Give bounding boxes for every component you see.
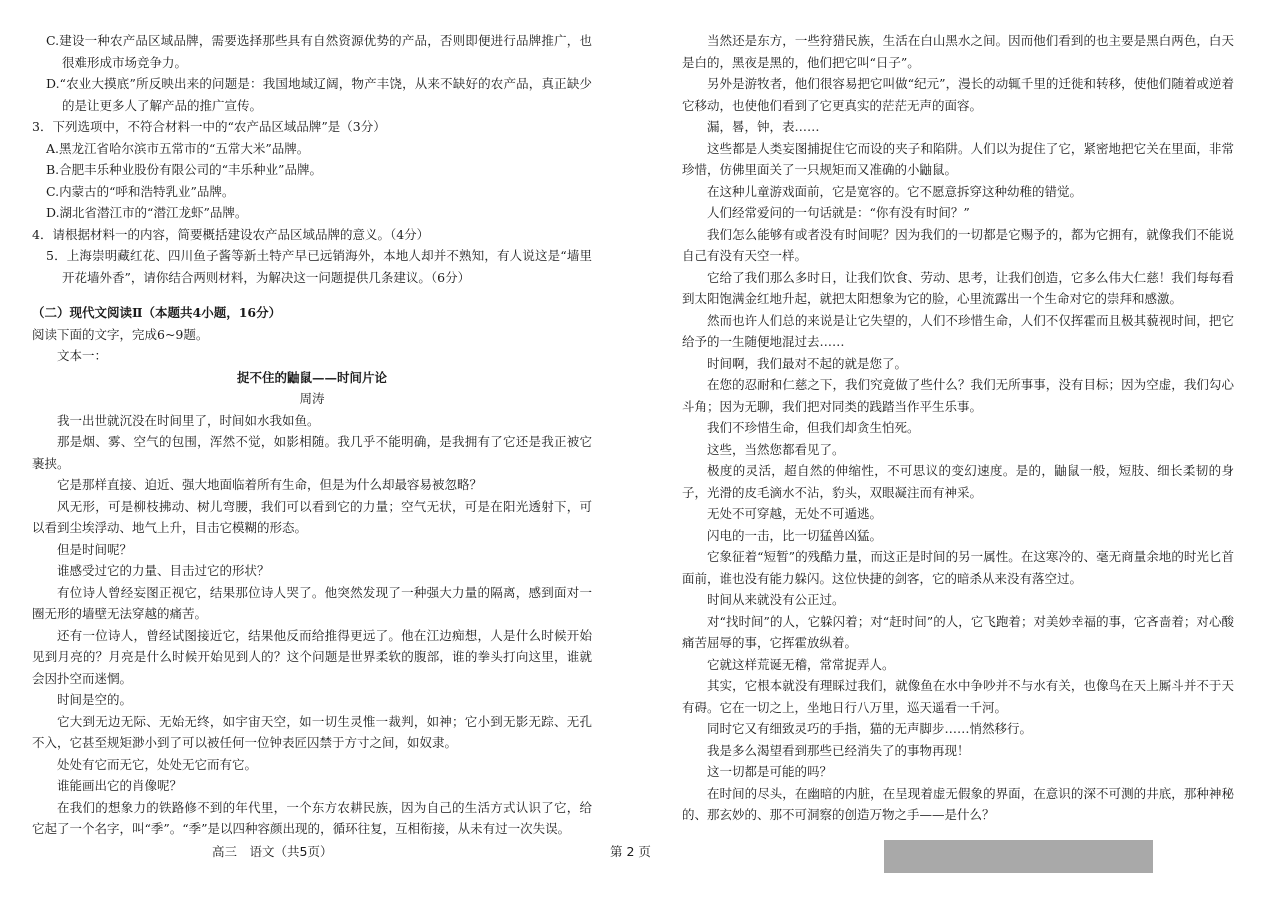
paragraph: 人们经常爱问的一句话就是：“你有没有时间？” — [707, 205, 970, 220]
paragraph: 在这种儿童游戏面前，它是宽容的。它不愿意拆穿这种幼稚的错觉。 — [707, 183, 1083, 199]
paragraph: 闪电的一击，比一切猛兽凶猛。 — [707, 527, 883, 543]
option-c: C.建设一种农产品区域品牌，需要选择那些具有自然资源优势的产品，否则即便进行品牌推广，也很难形成市场竞争力。 — [46, 33, 592, 70]
paragraph: 时间是空的。 — [57, 692, 133, 707]
paragraph: 极度的灵活，超自然的伸缩性，不可思议的变幻速度。是的，鼬鼠一般，短肢、细长柔韧的身子，光滑的皮毛滴水不沾，豹头，双眼凝注而有神采。 — [682, 463, 1234, 500]
paragraph: 谁能画出它的肖像呢？ — [57, 778, 183, 793]
paragraph: 它就这样荒诞无稽，常常捉弄人。 — [707, 656, 895, 672]
footer-subject: 高三 语文（共5页） — [212, 844, 333, 859]
paragraph: 时间啊，我们最对不起的就是您了。 — [707, 355, 908, 371]
paragraph: 有位诗人曾经妄图正视它，结果那位诗人哭了。他突然发现了一种强大力量的隔离，感到面对一圈无形的墙壁无法穿越的痛苦。 — [32, 584, 592, 621]
paragraph: 同时它又有细致灵巧的手指，猫的无声脚步……悄然移行。 — [707, 721, 1033, 736]
paragraph: 它象征着“短暂”的残酷力量，而这正是时间的另一属性。在这寒冷的、毫无商量余地的时光匕首面前，谁也没有能力躲闪。这位快捷的剑客，它的暗杀从来没有落空过。 — [682, 549, 1234, 586]
paragraph: 但是时间呢？ — [57, 541, 133, 557]
redaction-box — [884, 840, 1153, 873]
paragraph: 在时间的尽头，在幽暗的内脏，在呈现着虚无假象的界面，在意识的深不可测的井底，那种神秘的、那玄妙的、那不可洞察的创造万物之手——是什么？ — [682, 785, 1234, 822]
paragraph: 这些，当然您都看见了。 — [707, 441, 845, 457]
question-3-option-b: B.合肥丰乐种业股份有限公司的“丰乐种业”品牌。 — [46, 162, 322, 177]
paragraph: 在我们的想象力的铁路修不到的年代里，一个东方农耕民族，因为自己的生活方式认识了它，给它起了一个名字，叫“季”。“季”是以四种容颜出现的，循环往复，互相衔接，从未有过一次失误。 — [32, 799, 592, 836]
paragraph: 这一切都是可能的吗？ — [707, 764, 833, 779]
paragraph: 我们怎么能够有或者没有时间呢？因为我们的一切都是它赐予的，都为它拥有，就像我们不能说自己有没有天空一样。 — [682, 226, 1234, 263]
paragraph: 风无形，可是柳枝拂动、树儿弯腰，我们可以看到它的力量；空气无状，可是在阳光透射下，可以看到尘埃浮动、地气上升，目击它模糊的形态。 — [32, 498, 592, 535]
question-5: 5．上海崇明藏红花、四川鱼子酱等新土特产早已远销海外，本地人却并不熟知，有人说这是“墙里开花墙外香”，请你结合两则材料，为解决这一问题提供几条建议。（6分） — [46, 248, 592, 285]
paragraph: 漏，晷，钟，表…… — [707, 119, 820, 134]
right-column — [682, 30, 1234, 826]
paragraph: 当然还是东方，一些狩猎民族，生活在白山黑水之间。因而他们看到的也主要是黑白两色，白天是白的，黑夜是黑的，他们把它叫“日子”。 — [682, 33, 1234, 70]
article-title: 捉不住的鼬鼠——时间片论 — [236, 369, 387, 385]
paragraph: 在您的忍耐和仁慈之下，我们究竟做了些什么？我们无所事事，没有目标；因为空虚，我们勾心斗角；因为无聊，我们把对同类的践踏当作平生乐事。 — [682, 377, 1234, 414]
paragraph: 我一出世就沉没在时间里了，时间如水我如鱼。 — [57, 412, 320, 428]
paragraph: 我们不珍惜生命，但我们却贪生怕死。 — [707, 420, 920, 435]
paragraph: 时间从来就没有公正过。 — [707, 592, 845, 607]
paragraph: 谁感受过它的力量、目击过它的形状？ — [57, 563, 270, 578]
paragraph: 另外是游牧者，他们很容易把它叫做“纪元”，漫长的动辄千里的迁徙和转移，使他们随着或逆着它移动，也使他们看到了它更真实的茫茫无声的面容。 — [682, 76, 1234, 113]
paragraph: 我是多么渴望看到那些已经消失了的事物再现！ — [707, 742, 970, 758]
paragraph: 它给了我们那么多时日，让我们饮食、劳动、思考，让我们创造，它多么伟大仁慈！我们每每看到太阳饱满金红地升起，就把太阳想象为它的脸，心里流露出一个生命对它的崇拜和感激。 — [682, 269, 1234, 306]
question-3-option-c: C.内蒙古的“呼和浩特乳业”品牌。 — [46, 183, 235, 199]
paragraph: 它大到无边无际、无始无终，如宇宙天空，如一切生灵惟一裁判，如神；它小到无影无踪、无孔不入，它甚至规矩渺小到了可以被任何一位钟表匠囚禁于方寸之间，如奴隶。 — [32, 713, 592, 750]
paragraph: 它是那样直接、迫近、强大地面临着所有生命，但是为什么却最容易被忽略？ — [57, 477, 483, 492]
question-3-option-d: D.湖北省潜江市的“潜江龙虾”品牌。 — [46, 205, 248, 220]
question-3-option-a: A.黑龙江省哈尔滨市五常市的“五常大米”品牌。 — [46, 140, 310, 156]
text-label: 文本一： — [57, 348, 108, 363]
option-d: D.“农业大摸底”所反映出来的问题是：我国地域辽阔，物产丰饶，从来不缺好的农产品，真正缺少的是让更多人了解产品的推广宣传。 — [46, 76, 592, 113]
paragraph: 对“找时间”的人，它躲闪着；对“赶时间”的人，它飞跑着；对美妙幸福的事，它吝啬着；对心酸痛苦屈辱的事，它挥霍放纵着。 — [682, 613, 1234, 650]
article-author: 周涛 — [299, 391, 325, 406]
paragraph: 无处不可穿越，无处不可遁逃。 — [707, 506, 883, 521]
left-column — [32, 30, 592, 840]
paragraph: 还有一位诗人，曾经试图接近它，结果他反而给推得更远了。他在江边痴想，人是什么时候开始见到月亮的？月亮是什么时候开始见到人的？这个问题是世界柔软的腹部，谁的拳头打向这里，谁就会因扑空而迷惘。 — [32, 627, 592, 686]
page-number: 第 2 页 — [610, 844, 651, 859]
paragraph: 那是烟、雾、空气的包围，浑然不觉，如影相随。我几乎不能明确，是我拥有了它还是我正被它裹挟。 — [32, 434, 592, 471]
question-3: 3．下列选项中，不符合材料一中的“农产品区域品牌”是（3分） — [32, 119, 386, 134]
paragraph: 其实，它根本就没有理睬过我们，就像鱼在水中争吵并不与水有关，也像鸟在天上厮斗并不于天有碍。它在一切之上，坐地日行八万里，巡天遥看一千河。 — [682, 678, 1234, 715]
section-heading: （二）现代文阅读Ⅱ（本题共4小题，16分） — [32, 305, 282, 320]
paragraph: 处处有它而无它，处处无它而有它。 — [57, 756, 258, 772]
question-4: 4．请根据材料一的内容，简要概括建设农产品区域品牌的意义。（4分） — [32, 226, 430, 242]
instruction: 阅读下面的文字，完成6~9题。 — [32, 326, 209, 342]
paragraph: 然而也许人们总的来说是让它失望的，人们不珍惜生命，人们不仅挥霍而且极其藐视时间，把它给予的一生随便地混过去…… — [682, 312, 1234, 349]
paragraph: 这些都是人类妄图捕捉住它而设的夹子和陷阱。人们以为捉住了它，紧密地把它关在里面，非常珍惜，仿佛里面关了一只规矩而又准确的小鼬鼠。 — [682, 140, 1234, 177]
